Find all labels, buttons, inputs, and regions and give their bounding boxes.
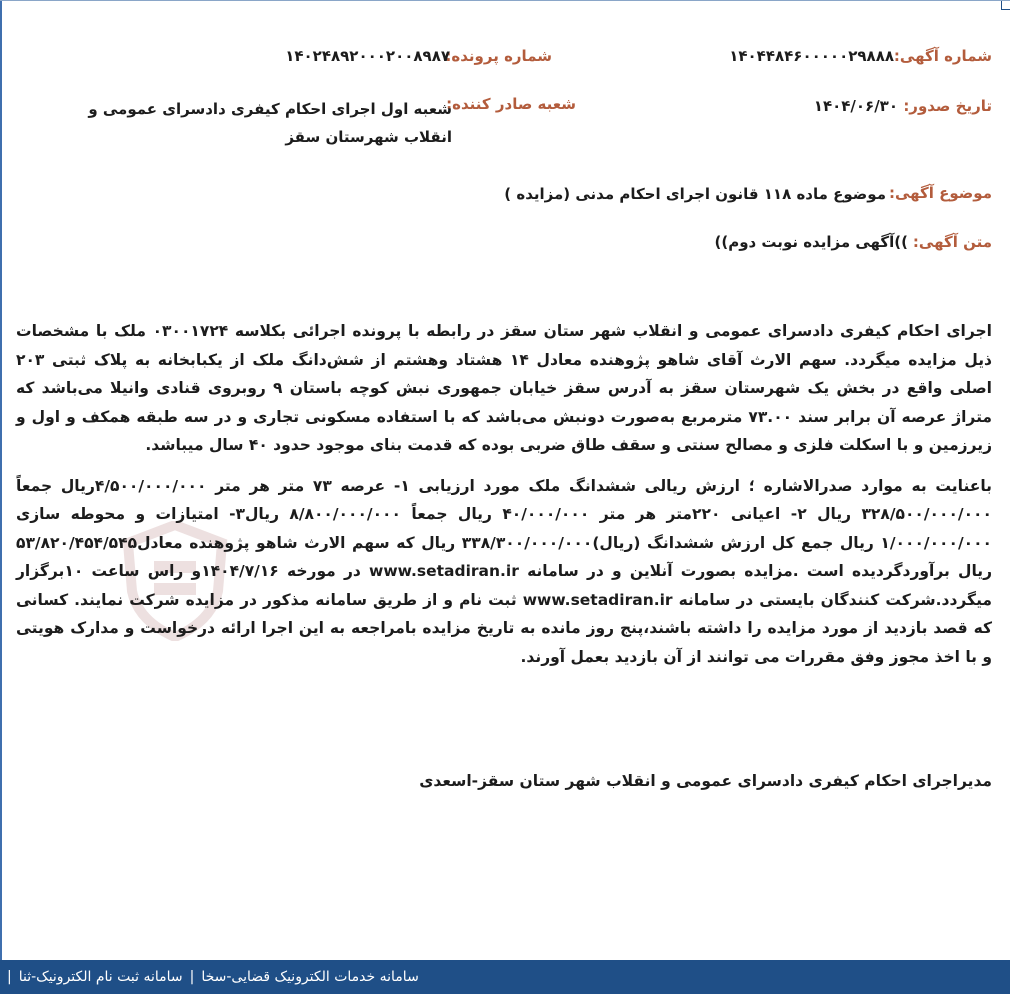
body-paragraph-2: باعنایت به موارد صدرالاشاره ؛ ارزش ریالی ششدانگ ملک مورد ارزیابی ۱- عرصه ۷۳ متر هر متر ۴/۵۰۰/۰۰۰/۰۰۰ریال جمعاً ۳۲۸/۵۰۰/۰۰۰/۰۰۰ ریال ۲- اعیانی ۲۲۰متر هر متر ۴۰/۰۰۰/۰۰۰ ریال جمعاً ۸/۸۰۰/۰۰۰/۰۰۰ ریال۳- امتیازات و محوطه سازی ۱/۰۰۰/۰۰۰/۰۰۰ ریال جمع کل ارزش ششدانگ (ریال)۳۳۸/۳۰۰/۰۰۰/۰۰۰ ریال که سهم الارث شاهو پژوهنده معادل۵۳/۸۲۰/۴۵۴/۵۴۵ ریال برآوردگردیده است .مزایده بصورت آنلاین و در سامانه www.setadiran.ir در مورخه ۱۴۰۴/۷/۱۶و راس ساعت ۱۰برگزار میگردد.شرکت کنندگان بایستی در سامانه www.setadiran.ir ثبت نام و از طریق سامانه مذکور در مزایده شرکت نمایند. کسانی که قصد بازدید از مورد مزایده را داشته باشند،پنج روز مانده به تاریخ مزایده بامراجعه به این اجرا ارائه درخواست و مدارک هویتی و با اخذ مجوز وفق مقررات می توانند از آن بازدید بعمل آورند. [16,476,993,666]
body-paragraph-1: اجرای احکام کیفری دادسرای عمومی و انقلاب شهر ستان سقز در رابطه با پرونده اجرائی بکلاسه ۰۳۰۰۱۷۲۴ ملک با مشخصات ذیل مزایده میگردد. سهم الارث آقای شاهو پژوهنده معادل ۱۴ هشتاد وهشتم از شش‌دانگ ملک از یکبابخانه به پلاک ثبتی ۲۰۳ اصلی واقع در بخش یک شهرستان سقز به آدرس سقز خیابان جمهوری نبش کوچه باستان ۹ روبروی قنادی وانیلا می‌باشد که متراژ عرصه آن برابر سند ۷۳.۰۰ مترمربع به‌صورت دونبش می‌باشد که با استفاده مسکونی تجاری و در سه طبقه همکف و اول و زیرزمین و با اسکلت فلزی و مصالح سنتی و سقف طاق ضربی بوده که قدمت بنای موجود حدود ۴۰ سال میباشد. [16,322,992,454]
issue-date: ۱۴۰۴/۰۶/۳۰ [813,97,898,115]
signature-line: مدیراجرای احکام کیفری دادسرای عمومی و انقلاب شهر ستان سقز-اسعدی [419,772,992,790]
issuing-branch-label: شعبه صادر کننده: [446,95,576,113]
notice-body [16,317,992,671]
corner-mark [1001,1,1010,10]
issue-date-label: تاریخ صدور: [903,97,992,115]
issuing-branch: شعبه اول اجرای احکام کیفری دادسرای عمومی و انقلاب شهرستان سقز [88,100,452,146]
subject: موضوع ماده ۱۱۸ قانون اجرای احکام مدنی (مزایده ) [504,185,886,203]
footer-link-sana[interactable]: سامانه ثبت نام الکترونیک-ثنا [18,969,183,985]
footer-link-sakha[interactable]: سامانه خدمات الکترونیک قضایی-سخا [201,969,419,985]
case-number-label: شماره پرونده: [445,47,552,65]
left-border-rule [0,1,2,961]
footer-separator: | [7,969,12,985]
case-number: ۱۴۰۲۴۸۹۲۰۰۰۲۰۰۸۹۸۷ [285,47,450,65]
footer-bar [0,960,1010,994]
notice-number-label: شماره آگهی: [893,47,992,65]
notice-number: ۱۴۰۴۴۸۴۶۰۰۰۰۰۲۹۸۸۸ [729,47,894,65]
footer-separator: | [189,969,195,985]
notice-text-label: متن آگهی: [912,233,992,251]
notice-text-title: ))آگهی مزایده نوبت دوم)) [714,233,908,251]
subject-label: موضوع آگهی: [888,184,992,202]
